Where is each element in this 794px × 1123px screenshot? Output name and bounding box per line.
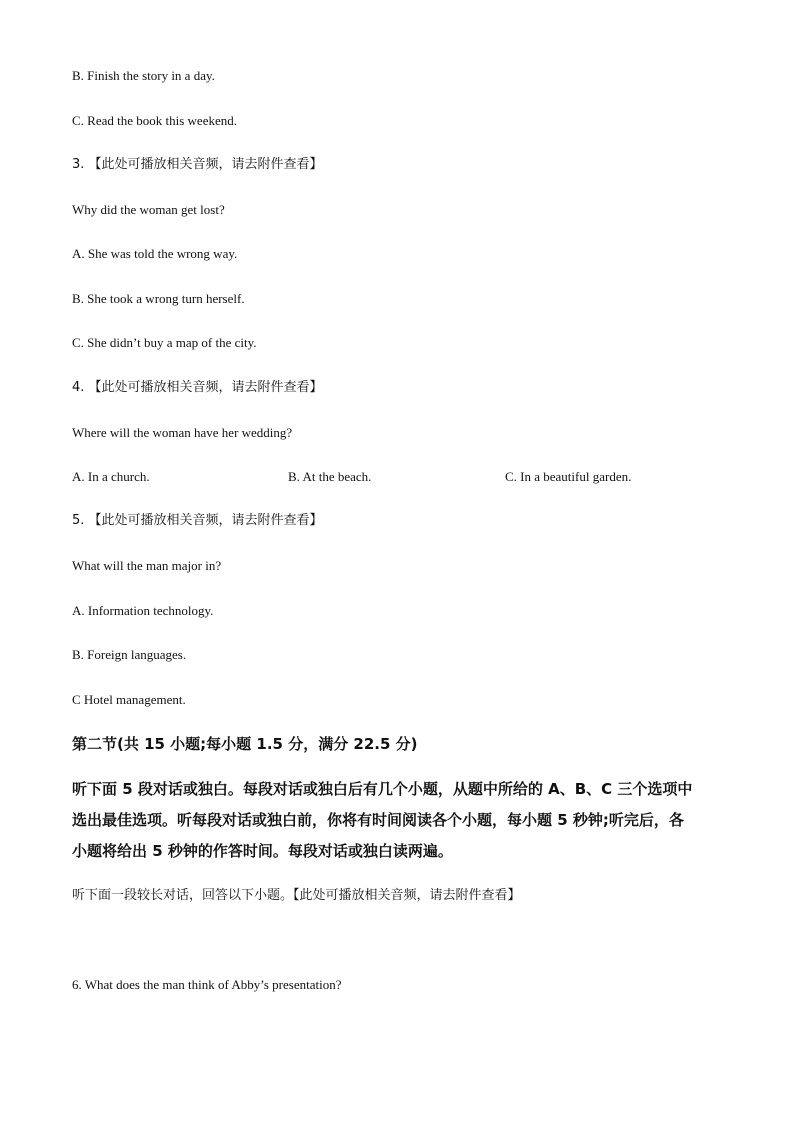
- q3-option-b: B. She took a wrong turn herself.: [72, 291, 245, 306]
- q3-number-audio-note: 3. 【此处可播放相关音频，请去附件查看】: [72, 157, 323, 172]
- q5-option-a: A. Information technology.: [72, 603, 214, 618]
- q4-option-a: A. In a church.: [72, 469, 150, 484]
- q4-number-audio-note: 4. 【此处可播放相关音频，请去附件查看】: [72, 380, 323, 395]
- instructions-line-3: 小题将给出 5 秒钟的作答时间。每段对话或独白读两遍。: [72, 842, 453, 860]
- q4-option-c: C. In a beautiful garden.: [505, 469, 632, 484]
- instructions-line-2: 选出最佳选项。听每段对话或独白前，你将有时间阅读各个小题，每小题 5 秒钟;听完后，各: [72, 811, 684, 829]
- dialogue-intro: 听下面一段较长对话，回答以下小题。【此处可播放相关音频，请去附件查看】: [72, 888, 521, 903]
- q2-option-b: B. Finish the story in a day.: [72, 68, 215, 83]
- q3-question: Why did the woman get lost?: [72, 202, 225, 217]
- instructions-line-1: 听下面 5 段对话或独白。每段对话或独白后有几个小题，从题中所给的 A、B、C 三个选项中: [72, 780, 693, 798]
- q5-option-b: B. Foreign languages.: [72, 647, 187, 662]
- q5-option-c: C Hotel management.: [72, 692, 186, 707]
- q5-number-audio-note: 5. 【此处可播放相关音频，请去附件查看】: [72, 513, 323, 528]
- q2-option-c: C. Read the book this weekend.: [72, 113, 237, 128]
- q4-question: Where will the woman have her wedding?: [72, 425, 293, 440]
- q3-option-c: C. She didn’t buy a map of the city.: [72, 335, 257, 350]
- section-heading: 第二节(共 15 小题;每小题 1.5 分，满分 22.5 分): [72, 735, 418, 753]
- q4-option-b: B. At the beach.: [288, 469, 372, 484]
- q3-option-a: A. She was told the wrong way.: [72, 246, 238, 261]
- q5-question: What will the man major in?: [72, 558, 222, 573]
- q6-question: 6. What does the man think of Abby’s presentation?: [72, 977, 342, 992]
